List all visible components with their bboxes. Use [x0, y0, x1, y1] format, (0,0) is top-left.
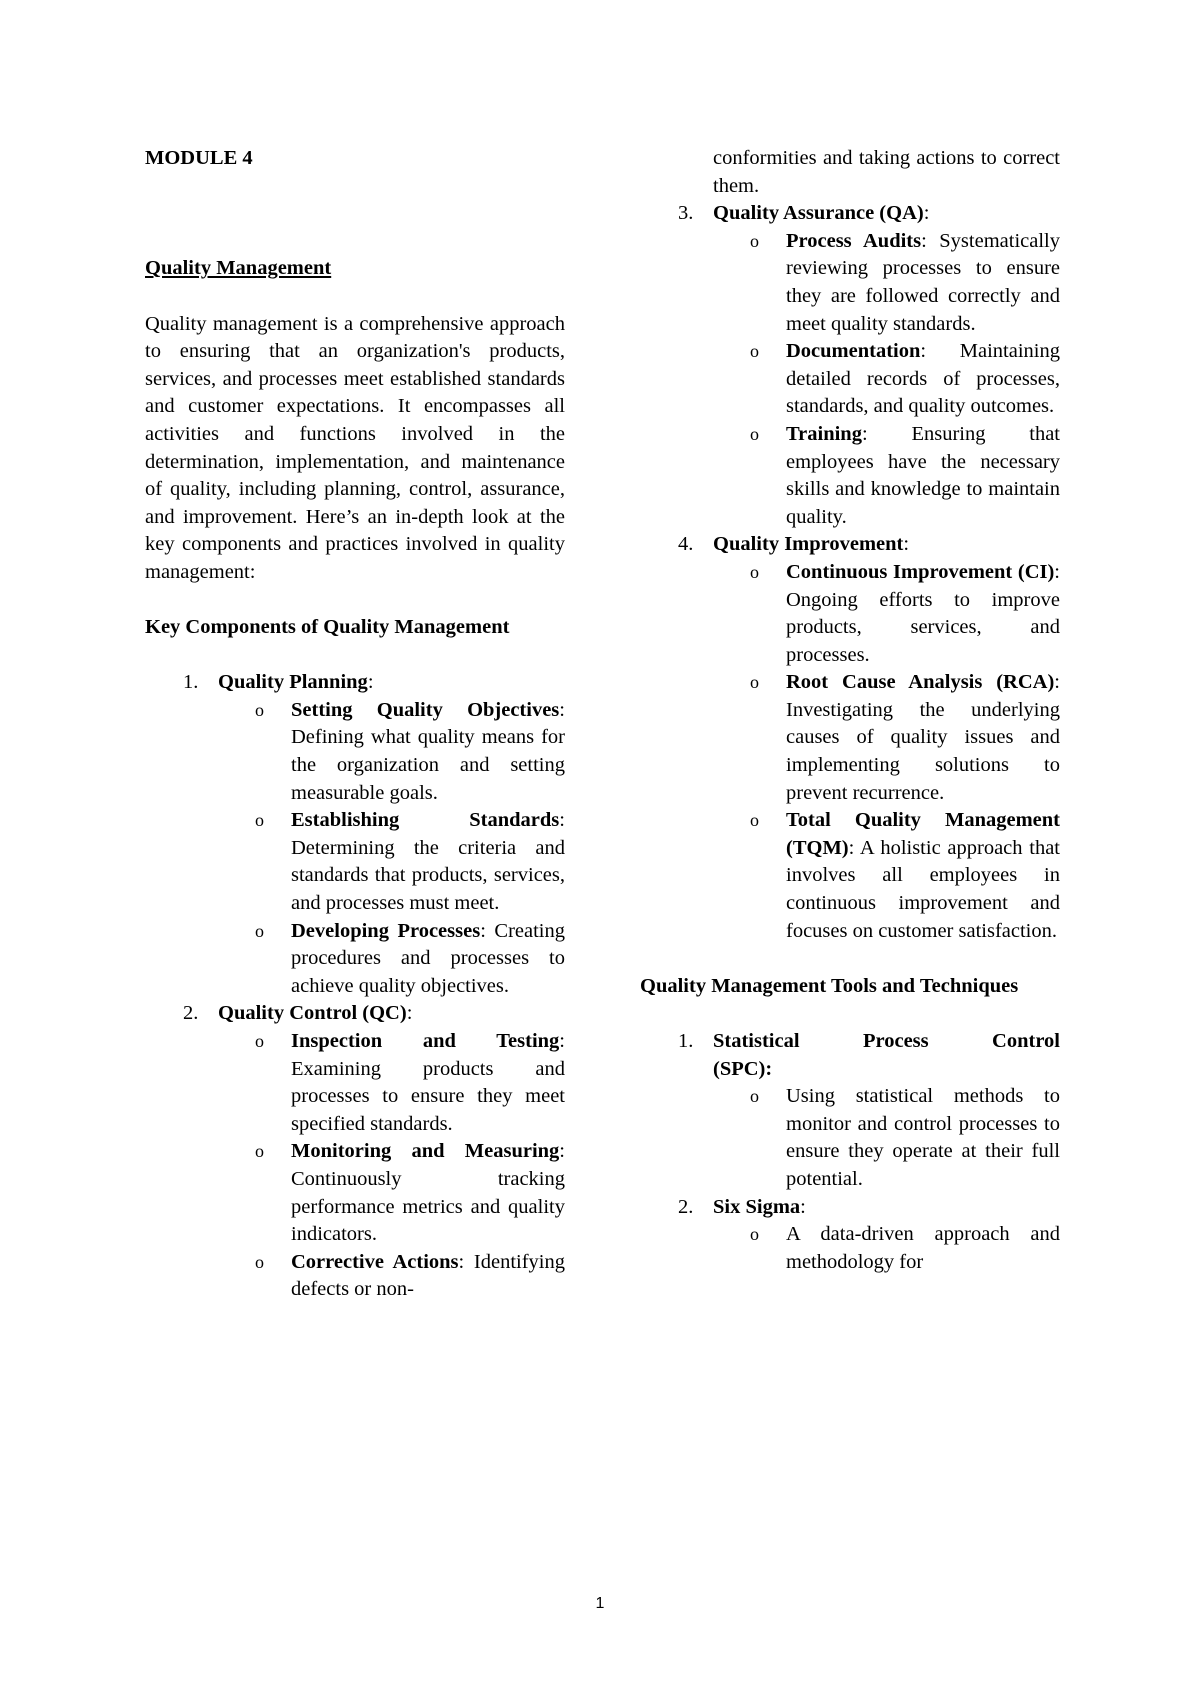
bullet-icon: o	[750, 1086, 759, 1107]
sub-list	[218, 697, 565, 1001]
list-item	[640, 421, 1060, 531]
item-text: : Maintaining detailed records of processes, standards, and quality outcomes.	[786, 340, 1060, 418]
component-label: Quality Planning	[218, 671, 368, 694]
tool-spc	[640, 1028, 1060, 1194]
item-text: : Systematically reviewing processes to ensure they are followed correctly and meet quality standards.	[786, 229, 1060, 335]
list-item	[145, 1138, 565, 1248]
tools-heading: Quality Management Tools and Techniques	[640, 974, 1019, 997]
tool-label-suffix: (SPC):	[713, 1057, 773, 1080]
components-list-continued	[640, 200, 1060, 945]
sub-list	[713, 1083, 1060, 1193]
page-number: 1	[595, 1595, 605, 1612]
item-text: : Investigating the underlying causes of quality issues and implementing solutions to prevent recurrence.	[786, 671, 1060, 804]
colon: :	[406, 1002, 413, 1025]
item-term: Monitoring and Measuring	[291, 1140, 560, 1163]
tool-label: Six Sigma	[713, 1195, 801, 1218]
item-term: Continuous Improvement (CI)	[786, 560, 1055, 583]
list-item	[640, 338, 1060, 421]
bullet-icon: o	[255, 1031, 264, 1051]
item-text: Using statistical methods to monitor and control processes to ensure they operate at their full potential.	[786, 1085, 1060, 1190]
item-term: Process Audits	[786, 229, 922, 252]
item-text: : Examining products and processes to ensure they meet specified standards.	[291, 1030, 565, 1135]
colon: :	[800, 1195, 806, 1218]
components-heading: Key Components of Quality Management	[145, 616, 510, 639]
list-item	[640, 228, 1060, 338]
bullet-icon: o	[750, 810, 759, 831]
list-number: 1.	[183, 671, 199, 694]
list-item	[640, 669, 1060, 807]
list-number: 3.	[678, 202, 694, 225]
component-label: Quality Control (QC)	[218, 1002, 407, 1025]
colon: :	[367, 671, 374, 694]
bullet-icon: o	[750, 672, 759, 693]
colon: :	[923, 202, 930, 225]
sub-list	[713, 228, 1060, 532]
item-term: Developing Processes	[291, 919, 481, 942]
tools-list	[640, 1028, 1060, 1276]
section-title: Quality Management	[145, 257, 332, 280]
tool-six-sigma	[640, 1194, 1060, 1277]
item-text: : Identifying defects or non-	[291, 1250, 565, 1301]
component-label: Quality Improvement	[713, 533, 904, 556]
item-text: : Determining the criteria and standards that products, services, and processes must meet.	[291, 809, 565, 915]
bullet-icon: o	[255, 1251, 264, 1272]
sub-list	[713, 559, 1060, 945]
bullet-icon: o	[750, 341, 759, 362]
list-number: 1.	[678, 1030, 694, 1052]
item-text: : Ongoing efforts to improve products, services, and processes.	[786, 560, 1060, 666]
components-list	[145, 669, 565, 1304]
item-text: : A holistic approach that involves all employees in continuous improvement and focuses on customer satisfaction.	[786, 836, 1060, 942]
right-column	[640, 145, 1060, 1276]
intro-paragraph: Quality management is a comprehensive approach to ensuring that an organization's products, services, and processes meet established standards and customer expectations. It encompasses all activities and functions involved in the determination, implementation, and maintenance of quality, including planning, control, assurance, and improvement. Here’s an in-depth look at the key components and practices involved in quality management:	[145, 312, 565, 583]
list-item	[640, 807, 1060, 945]
bullet-icon: o	[750, 1224, 759, 1245]
item-text: A data-driven approach and methodology for	[786, 1223, 1060, 1273]
list-number: 2.	[183, 1002, 199, 1025]
item-term: Training	[786, 422, 862, 445]
bullet-icon: o	[255, 699, 264, 720]
list-item	[640, 559, 1060, 669]
bullet-icon: o	[750, 561, 759, 582]
sub-list	[218, 1028, 565, 1304]
list-item	[145, 1028, 565, 1138]
list-item	[640, 1221, 1060, 1276]
item-text: : Creating procedures and processes to achieve quality objectives.	[291, 919, 565, 997]
item-term: Corrective Actions	[291, 1250, 459, 1273]
item-term: Root Cause Analysis (RCA)	[786, 671, 1055, 694]
bullet-icon: o	[750, 423, 759, 444]
component-quality-assurance	[640, 200, 1060, 531]
list-item	[145, 697, 565, 807]
bullet-icon: o	[255, 810, 264, 831]
list-number: 2.	[678, 1195, 694, 1218]
component-quality-planning	[145, 669, 565, 1000]
list-item	[145, 807, 565, 917]
list-item	[640, 1083, 1060, 1193]
corrective-continuation: conformities and taking actions to correct them.	[713, 147, 1060, 197]
item-term: Setting Quality Objectives	[291, 698, 560, 721]
item-term: Inspection and Testing	[291, 1030, 560, 1052]
bullet-icon: o	[255, 920, 264, 941]
sub-list	[713, 1221, 1060, 1276]
component-quality-improvement	[640, 531, 1060, 945]
item-term: Documentation	[786, 340, 921, 363]
component-quality-control	[145, 1000, 565, 1304]
item-text: : Ensuring that employees have the necessary skills and knowledge to maintain quality.	[786, 422, 1060, 528]
module-title: MODULE 4	[145, 147, 253, 169]
list-item	[145, 1249, 565, 1304]
colon: :	[903, 533, 910, 556]
list-number: 4.	[678, 533, 694, 556]
bullet-icon: o	[255, 1141, 264, 1162]
item-term: Total Quality Management (TQM)	[786, 809, 1060, 859]
component-label: Quality Assurance (QA)	[713, 202, 924, 225]
tool-label: Statistical Process Control	[713, 1030, 1060, 1052]
bullet-icon: o	[750, 230, 759, 251]
item-term: Establishing Standards	[291, 809, 560, 832]
list-item	[145, 918, 565, 1001]
item-text: : Continuously tracking performance metrics and quality indicators.	[291, 1140, 565, 1246]
left-column	[145, 145, 565, 1304]
item-text: : Defining what quality means for the organization and setting measurable goals.	[291, 698, 565, 804]
